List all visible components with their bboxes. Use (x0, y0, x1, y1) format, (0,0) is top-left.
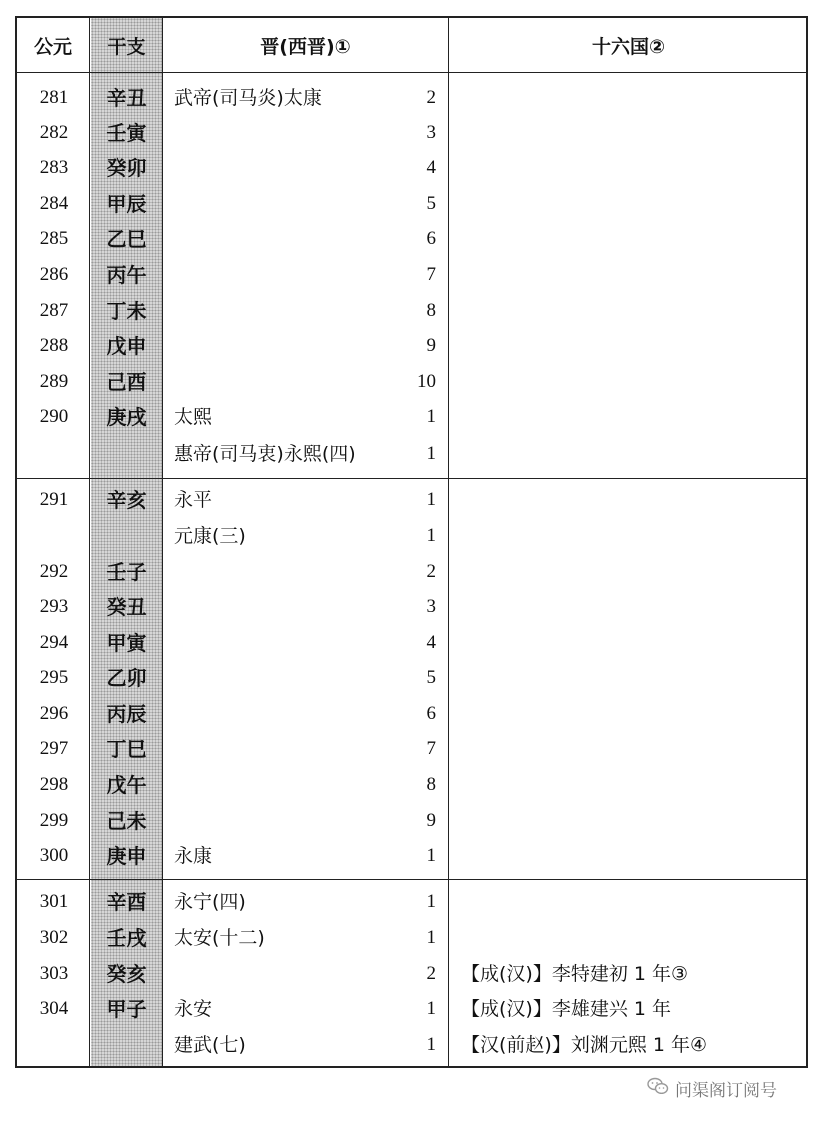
era-cell: 太安(十二) (174, 927, 265, 949)
era-year-number: 1 (426, 443, 436, 464)
ganzhi-cell: 辛丑 (106, 86, 147, 110)
era-cell: 永宁(四) (174, 891, 246, 913)
year-cell: 282 (39, 122, 69, 143)
era-year-number: 1 (426, 891, 436, 912)
era-year-number: 1 (426, 1034, 436, 1055)
era-cell: 武帝(司马炎)太康 (174, 87, 322, 109)
ganzhi-cell: 己酉 (106, 370, 147, 394)
year-cell: 298 (39, 774, 69, 795)
header-ganzhi: 干支 (107, 35, 146, 58)
ganzhi-cell: 癸卯 (106, 156, 147, 180)
era-year-number: 5 (426, 193, 436, 214)
year-cell: 294 (39, 632, 69, 653)
ganzhi-cell: 癸亥 (106, 962, 147, 986)
section-divider (17, 879, 806, 880)
era-year-number: 1 (426, 406, 436, 427)
table-row (17, 519, 806, 553)
table-row (17, 400, 806, 434)
header-jin: 晋(西晋)① (260, 35, 351, 58)
ganzhi-cell: 甲寅 (106, 631, 147, 655)
table-row (17, 697, 806, 731)
year-cell: 293 (39, 596, 69, 617)
year-cell: 299 (39, 810, 69, 831)
era-year-number: 3 (426, 122, 436, 143)
ganzhi-cell: 辛酉 (106, 890, 147, 914)
year-cell: 296 (39, 703, 69, 724)
era-cell: 建武(七) (174, 1034, 246, 1056)
era-year-number: 2 (426, 561, 436, 582)
table-row (17, 116, 806, 150)
table-row (17, 437, 806, 471)
wechat-icon (647, 1077, 669, 1100)
ganzhi-cell: 己未 (106, 809, 147, 833)
ganzhi-cell: 戊申 (106, 334, 147, 358)
era-year-number: 1 (426, 927, 436, 948)
year-cell: 292 (39, 561, 69, 582)
era-year-number: 6 (426, 228, 436, 249)
ganzhi-cell: 丙午 (106, 263, 147, 287)
table-row (17, 555, 806, 589)
year-cell: 301 (39, 891, 69, 912)
table-row (17, 590, 806, 624)
year-cell: 281 (39, 87, 69, 108)
ganzhi-cell: 甲子 (106, 997, 147, 1021)
watermark (647, 1075, 777, 1101)
era-year-number: 8 (426, 774, 436, 795)
year-cell: 285 (39, 228, 69, 249)
era-year-number: 9 (426, 335, 436, 356)
ganzhi-cell: 丙辰 (106, 702, 147, 726)
table-row (17, 957, 806, 991)
header-divider (17, 72, 806, 73)
table-row (17, 804, 806, 838)
table-row (17, 768, 806, 802)
sixteen-kingdoms-cell: 【成(汉)】李雄建兴 1 年 (461, 998, 671, 1020)
era-year-number: 4 (426, 157, 436, 178)
table-row (17, 365, 806, 399)
ganzhi-cell: 壬戌 (106, 926, 147, 950)
chronology-table (15, 16, 808, 1068)
table-row (17, 626, 806, 660)
table-row (17, 483, 806, 517)
year-cell: 288 (39, 335, 69, 356)
era-year-number: 6 (426, 703, 436, 724)
year-cell: 304 (39, 998, 69, 1019)
year-cell: 302 (39, 927, 69, 948)
table-row (17, 839, 806, 873)
year-cell: 291 (39, 489, 69, 510)
ganzhi-cell: 丁巳 (106, 737, 147, 761)
table-row (17, 294, 806, 328)
table-row (17, 187, 806, 221)
table-row (17, 222, 806, 256)
year-cell: 295 (39, 667, 69, 688)
ganzhi-cell: 辛亥 (106, 488, 147, 512)
year-cell: 290 (39, 406, 69, 427)
ganzhi-cell: 乙巳 (106, 227, 147, 251)
year-cell: 284 (39, 193, 69, 214)
era-year-number: 1 (426, 845, 436, 866)
era-cell: 永安 (174, 998, 213, 1020)
header-sixteen-kingdoms: 十六国② (591, 35, 666, 58)
table-row (17, 258, 806, 292)
ganzhi-cell: 壬子 (106, 560, 147, 584)
era-year-number: 4 (426, 632, 436, 653)
table-row (17, 661, 806, 695)
header-year: 公元 (33, 35, 72, 58)
era-year-number: 5 (426, 667, 436, 688)
ganzhi-cell: 乙卯 (106, 666, 147, 690)
year-cell: 283 (39, 157, 69, 178)
year-cell: 287 (39, 300, 69, 321)
era-year-number: 1 (426, 525, 436, 546)
era-year-number: 9 (426, 810, 436, 831)
sixteen-kingdoms-cell: 【成(汉)】李特建初 1 年③ (461, 963, 689, 985)
year-cell: 289 (39, 371, 69, 392)
ganzhi-cell: 庚戌 (106, 405, 147, 429)
era-year-number: 10 (417, 371, 436, 392)
table-row (17, 992, 806, 1026)
table-row (17, 885, 806, 919)
era-cell: 永平 (174, 489, 213, 511)
sixteen-kingdoms-cell: 【汉(前赵)】刘渊元熙 1 年④ (461, 1034, 708, 1056)
ganzhi-cell: 甲辰 (106, 192, 147, 216)
year-cell: 286 (39, 264, 69, 285)
era-cell: 元康(三) (174, 525, 246, 547)
era-year-number: 7 (426, 738, 436, 759)
year-cell: 303 (39, 963, 69, 984)
table-row (17, 921, 806, 955)
era-year-number: 1 (426, 998, 436, 1019)
watermark-text: 问渠阁订阅号 (675, 1080, 777, 1101)
table-row (17, 329, 806, 363)
era-year-number: 8 (426, 300, 436, 321)
table-row (17, 151, 806, 185)
ganzhi-cell: 壬寅 (106, 121, 147, 145)
table-row (17, 1028, 806, 1062)
era-year-number: 2 (426, 963, 436, 984)
era-year-number: 3 (426, 596, 436, 617)
ganzhi-cell: 庚申 (106, 844, 147, 868)
ganzhi-cell: 戊午 (106, 773, 147, 797)
era-cell: 惠帝(司马衷)永熙(四) (174, 443, 356, 465)
era-cell: 永康 (174, 845, 213, 867)
era-year-number: 1 (426, 489, 436, 510)
era-year-number: 7 (426, 264, 436, 285)
table-row (17, 81, 806, 115)
ganzhi-cell: 丁未 (106, 299, 147, 323)
era-cell: 太熙 (174, 406, 213, 428)
table-row (17, 732, 806, 766)
section-divider (17, 478, 806, 479)
era-year-number: 2 (426, 87, 436, 108)
year-cell: 297 (39, 738, 69, 759)
year-cell: 300 (39, 845, 69, 866)
ganzhi-cell: 癸丑 (106, 595, 147, 619)
